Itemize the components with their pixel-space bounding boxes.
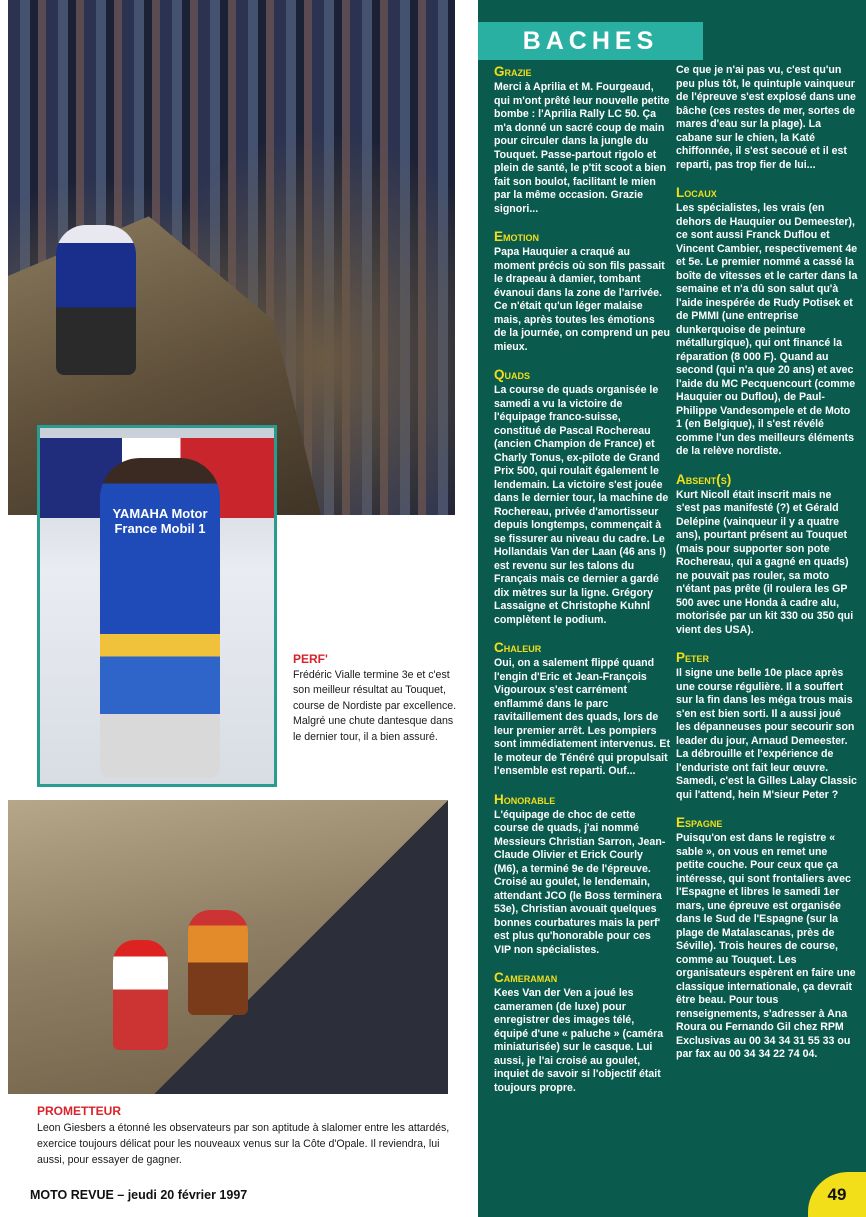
article-section <box>676 650 858 802</box>
podium-photo <box>37 425 277 787</box>
section-title: BACHES <box>478 22 703 60</box>
section-heading: Cameraman <box>494 970 558 985</box>
caption-perf-body: Frédéric Vialle termine 3e et c'est son meilleur résultat au Touquet, course de Nordiste par excellence. Malgré une chute dantesque dans le dernier tour, il a bien assuré. <box>293 669 457 743</box>
section-body: Puisqu'on est dans le registre « sable », on vous en remet une petite couche. Pour ceux que ça intéresse, qui sont frontaliers avec l'Espagne et libres le samedi 1er mars, une épreuve est organisée dans le Sud de l'Espagne (sur la plage de Matalascanas, près de Séville). Trois heures de course, comme au Touquet. Les organisateurs espèrent en faire une classique internationale, ça devrait être beau. Pour tous renseignements, s'adresser à Ana Roura ou Fernando Gil chez RPM Exclusivas au 00 34 34 31 55 33 ou par fax au 00 34 34 22 74 04. <box>676 832 856 1060</box>
article-section <box>494 367 670 627</box>
section-body: Kurt Nicoll était inscrit mais ne s'est pas manifesté (?) et Gérald Delépine (vainqueur il y a quatre ans), pourtant présent au Touquet (mais pour supporter son pote Rochereau, qui a gagné en quads) ne pouvait pas rouler, sa moto n'étant pas prête (il roulera les GP 500 avec une Honda à cadre alu, motorisée par un kit 330 ou 350 qui vient des USA). <box>676 488 854 636</box>
section-heading: Locaux <box>676 185 717 200</box>
section-body: L'équipage de choc de cette course de quads, j'ai nommé Messieurs Christian Sarron, Jean-Claude Olivier et Erick Courly (M6), a terminé 9e de l'épreuve. Croisé au goulet, le lendemain, attendant JCO (le Boss terminera 53e), Christian avouait quelques bonnes courbatures mais la perf' est plus qu'honorable pour ces VIP non spécialistes. <box>494 808 666 956</box>
article-section <box>494 640 670 779</box>
section-body: Les spécialistes, les vrais (en dehors de Hauquier ou Demeester), ce sont aussi Franck Duflou et Vincent Cambier, respectivement 4e et 5e. Le premier nommé a cassé la boîte de vitesses et le carter dans la semaine et n'a dû son salut qu'à l'aide inespérée de Rudy Potisek et de PMMI (une entreprise dunkerquoise de peinture métallurgique), qui ont financé la réparation (8 000 F). Quand au second (qui n'a que 20 ans) et avec l'aide du MC Pecquencourt (comme Hauquier ou Duflou), de Paul-Philippe Vandesompele et de Moto 1 (en Belgique), il s'est révélé comme l'un des meilleurs éléments de la relève nordiste. <box>676 202 858 457</box>
column-left <box>494 64 670 1108</box>
article-section <box>494 64 670 216</box>
section-body: Papa Hauquier a craqué au moment précis où son fils passait le drapeau à damier, tombant évanoui dans la zone de l'arrivée. Ce n'était qu'un léger malaise mais, après toutes les émotions de la journée, on comprend un peu mieux. <box>494 246 670 353</box>
caption-prometteur-title: PROMETTEUR <box>37 1104 121 1118</box>
race-photo <box>8 800 448 1094</box>
rider-orange <box>188 910 248 1015</box>
section-body: Merci à Aprilia et M. Fourgeaud, qui m'ont prêté leur nouvelle petite bombe : l'Aprilia Rally LC 50. Ça m'a donné un sacré coup de main pour circuler dans la jungle du Touquet. Passe-partout rigolo et plein de santé, le p'tit scoot a bien fait son boulot, facilitant le mien par la même occasion. Grazie signori... <box>494 81 670 215</box>
article-section <box>676 64 858 172</box>
article-section <box>494 229 670 354</box>
article-section <box>676 815 858 1062</box>
section-heading: Absent(s) <box>676 471 732 487</box>
column-right <box>676 64 858 1075</box>
section-body: Oui, on a salement flippé quand l'engin d'Eric et Jean-François Vigouroux s'est carrément enflammé dans le parc ravitaillement des quads, lors de leur premier arrêt. Les pompiers sont immédiatement intervenus. Et le moteur de Ténéré qui propulsait l'ensemble est reparti. Ouf... <box>494 657 671 777</box>
section-body: Ce que je n'ai pas vu, c'est qu'un peu plus tôt, le quintuple vainqueur de l'épreuve s'est explosé dans une bâche (ces restes de mer, sortes de mares d'eau sur la plage). La cabane sur le chien, la Katé chiffonnée, il s'est secoué et il est reparti, pas trop fier de lui... <box>676 64 856 171</box>
section-heading: Grazie <box>494 64 532 79</box>
article-section <box>494 970 670 1095</box>
rider-figure <box>56 225 136 375</box>
section-body: Il signe une belle 10e place après une course régulière. Il a souffert sur la fin dans les méga trous mais s'en est bien sorti. Il a aussi joué les dépanneuses pour secourir son leader du jour, Arnaud Demeester. La débrouille et l'expérience de l'enduriste ont fait leur œuvre. Samedi, c'est la Gilles Lalay Classic qui l'attend, hein M'sieur Peter ? <box>676 667 857 801</box>
caption-perf <box>293 652 458 745</box>
jacket-logo: YAMAHA Motor France Mobil 1 <box>112 506 208 536</box>
section-heading: Honorable <box>494 791 556 807</box>
caption-perf-title: PERF' <box>293 652 328 666</box>
article-section <box>676 185 858 459</box>
caption-prometteur <box>37 1104 457 1169</box>
page-number: 49 <box>808 1172 866 1217</box>
caption-prometteur-body: Leon Giesbers a étonné les observateurs par son aptitude à slalomer entre les attardés, exercice toujours délicat pour les nouveaux venus sur la Côte d'Opale. Il reviendra, lui aussi, pour essayer de gagner. <box>37 1122 450 1167</box>
section-body: La course de quads organisée le samedi a vu la victoire de l'équipage franco-suisse, constitué de Pascal Rochereau (ancien Champion de France) et Charly Tonus, ex-pilote de Grand Prix 500, qui roulait également le lendemain. La victoire s'est jouée dans le dernier tour, la machine de Rochereau, privée d'amortisseur depuis longtemps, commençait à se fissurer au niveau du cadre. Le Hollandais Van der Laan (46 ans !) est revenu sur les talons du Français mais ce dernier a gardé dix mètres sur la ligne. Grégory Lassaigne et Christophe Kuhnl complètent le podium. <box>494 384 669 626</box>
rider-red-white <box>113 940 168 1050</box>
section-heading: Quads <box>494 367 531 382</box>
section-body: Kees Van der Ven a joué les cameramen (de luxe) pour enregistrer des images télé, équipé d'une « paluche » (caméra miniaturisée) sur le casque. Lui aussi, je l'ai croisé au goulet, inquiet de savoir si l'objectif était toujours propre. <box>494 987 664 1094</box>
section-heading: Espagne <box>676 815 723 830</box>
section-heading: Emotion <box>494 229 539 244</box>
publication-footer: MOTO REVUE – jeudi 20 février 1997 <box>30 1188 248 1202</box>
article-section <box>494 792 670 958</box>
section-heading: Chaleur <box>494 640 542 655</box>
article-section <box>676 472 858 638</box>
section-heading: Peter <box>676 650 710 665</box>
